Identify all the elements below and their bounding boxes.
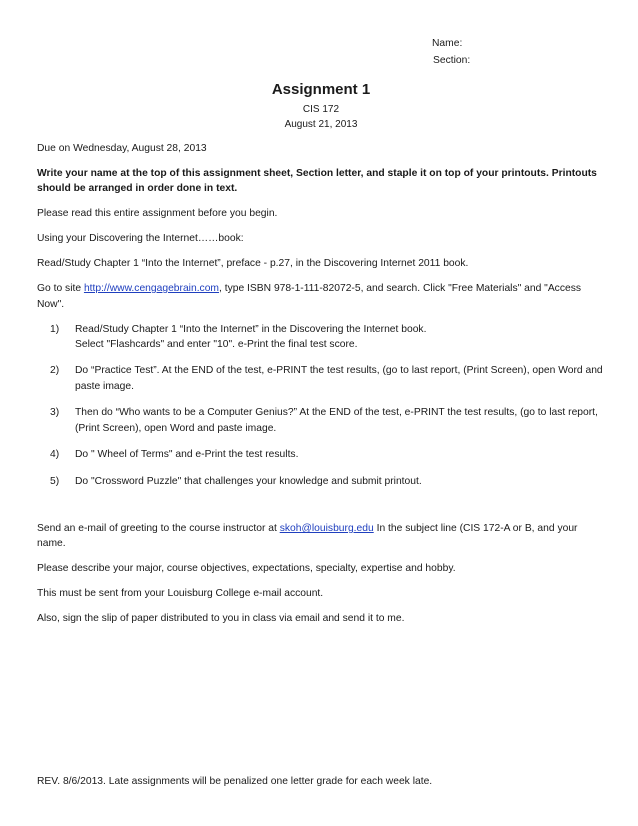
step-text-line2: Select "Flashcards" and enter "10". e-Print the final test score. — [75, 338, 358, 350]
read-entire-note: Please read this entire assignment before you begin. — [37, 208, 278, 220]
step-text: Do " Wheel of Terms" and e-Print the test results. — [75, 449, 299, 461]
email-paragraph — [37, 521, 607, 552]
cengage-link[interactable]: http://www.cengagebrain.com — [83, 283, 220, 295]
list-item — [37, 447, 607, 462]
assignment-date: August 21, 2013 — [284, 118, 358, 130]
read-study-note: Read/Study Chapter 1 “Into the Internet”, preface - p.27, in the Discovering Internet 2011 book. — [37, 258, 469, 270]
section-label: Section: — [433, 55, 471, 66]
email-suffix: In the subject line (CIS 172-A or B, and your name. — [37, 523, 578, 550]
list-item — [37, 363, 607, 394]
list-item — [37, 322, 607, 353]
page-title: Assignment 1 — [271, 81, 371, 98]
step-text: Then do “Who wants to be a Computer Genius?” At the END of the test, e-PRINT the test results, (go to last report, (Print Screen), open Word and paste image. — [75, 407, 598, 434]
step-text-line1: Read/Study Chapter 1 “Into the Internet” in the Discovering the Internet book. — [75, 323, 427, 335]
step-number: 3) — [50, 407, 60, 419]
step-text: Do “Practice Test”. At the END of the test, e-PRINT the test results, (go to last report, (Print Screen), open Word and paste image. — [75, 365, 603, 392]
step-text — [75, 322, 607, 353]
name-section-block — [432, 36, 470, 70]
goto-site-paragraph — [37, 281, 607, 312]
title-block — [0, 79, 638, 132]
using-book-note: Using your Discovering the Internet……book: — [37, 233, 244, 245]
name-label: Name: — [432, 38, 463, 49]
account-note: This must be sent from your Louisburg College e-mail account. — [37, 588, 324, 600]
step-text: Do "Crossword Puzzle" that challenges your knowledge and submit printout. — [75, 475, 422, 487]
spacer — [37, 500, 607, 521]
instructor-email-link[interactable]: skoh@louisburg.edu — [279, 523, 374, 534]
due-date: Due on Wednesday, August 28, 2013 — [37, 143, 207, 154]
goto-suffix: , type ISBN 978-1-111-82072-5, and search. Click "Free Materials" and "Access Now". — [37, 283, 582, 310]
steps-list — [37, 322, 607, 490]
instructions: Write your name at the top of this assignment sheet, Section letter, and staple it on top of your printouts. Printouts should be arranged in order done in text. — [37, 167, 597, 195]
course-code: CIS 172 — [302, 103, 340, 115]
email-prefix: Send an e-mail of greeting to the course instructor at — [37, 523, 280, 534]
revision-footer: REV. 8/6/2013. Late assignments will be penalized one letter grade for each week late. — [37, 776, 433, 787]
list-item — [37, 474, 607, 489]
list-item — [37, 405, 607, 436]
sign-note: Also, sign the slip of paper distributed to you in class via email and send it to me. — [37, 613, 405, 625]
step-number: 1) — [50, 323, 60, 335]
step-number: 4) — [50, 449, 60, 461]
goto-prefix: Go to site — [37, 283, 84, 295]
describe-note: Please describe your major, course objectives, expectations, specialty, expertise and hobby. — [37, 563, 456, 575]
step-number: 2) — [50, 365, 60, 377]
step-number: 5) — [50, 475, 60, 487]
document-body — [37, 141, 607, 636]
